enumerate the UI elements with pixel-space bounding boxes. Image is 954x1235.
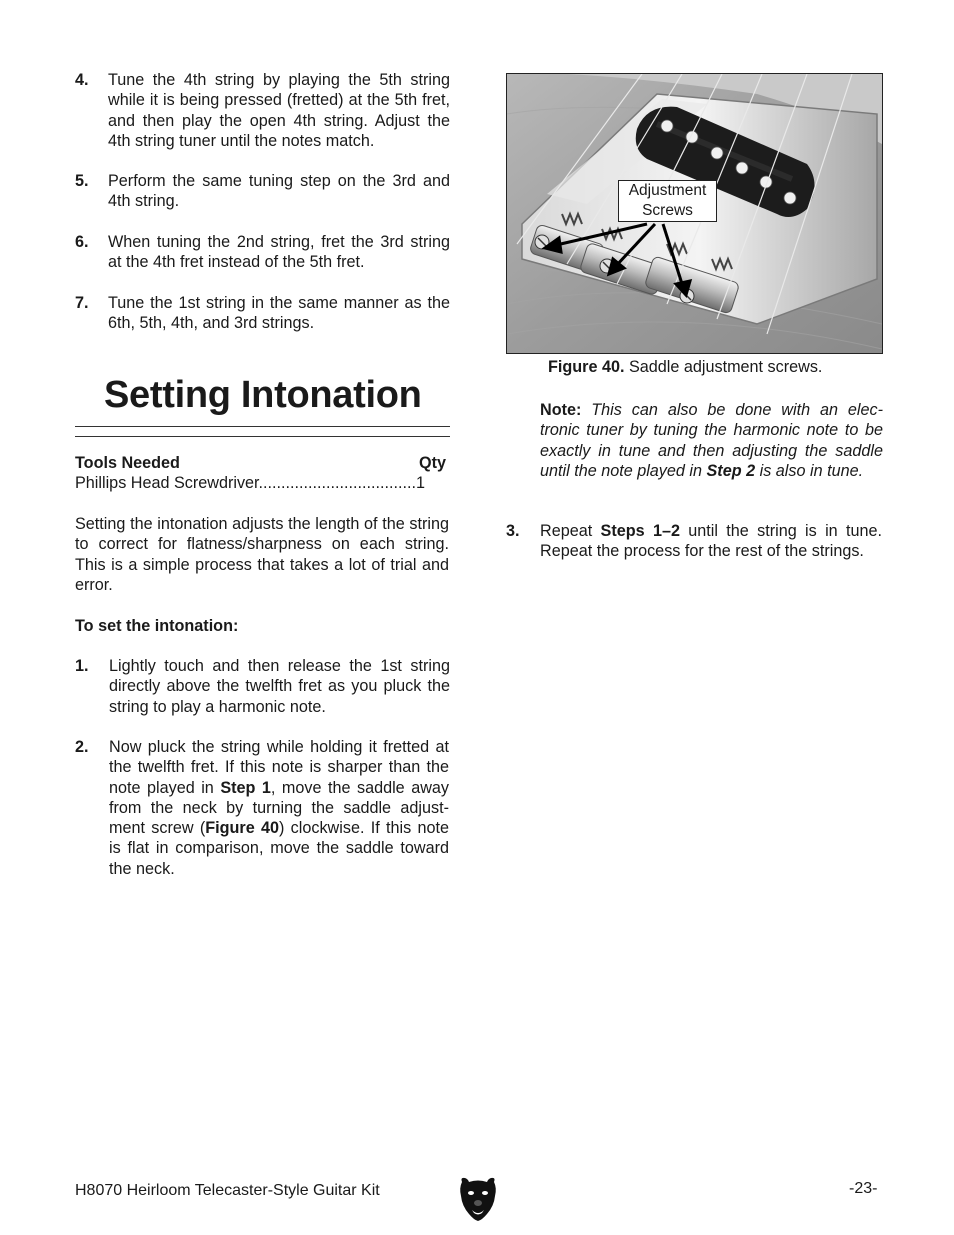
procedure-step-1	[75, 656, 450, 718]
footer-title: H8070 Heirloom Telecaster-Style Guitar Kit	[75, 1182, 380, 1199]
step-text: When tuning the 2nd string, fret the 3rd string at the 4th fret instead of the 5th fret.	[108, 233, 450, 272]
section-title: Setting Intonation	[104, 374, 422, 416]
step3-text-a: Repeat	[540, 522, 601, 540]
procedure-heading-text: To set the intonation:	[75, 617, 239, 635]
step-number: 4.	[75, 71, 89, 89]
step-text: Perform the same tuning step on the 3rd and 4th string.	[108, 172, 450, 211]
step-reference: Step 1	[220, 778, 271, 797]
procedure-heading	[75, 616, 238, 636]
tools-header-label: Tools Needed	[75, 454, 180, 472]
steps-reference: Steps 1–2	[600, 522, 680, 540]
step2-text-c: , move the saddle away from the neck by turning the saddle adjust- ment screw (	[109, 778, 449, 838]
step2-text-e: ) clockwise. If this note is flat in comparison, move the saddle toward the neck.	[109, 819, 449, 878]
step2-text-a: Now pluck the string while holding it fretted at the twelfth fret. If this note is sharper than the note played in	[109, 738, 449, 797]
step-6	[75, 232, 450, 274]
step-text: Tune the 1st string in the same manner as the 6th, 5th, 4th, and 3rd strings.	[108, 294, 450, 333]
step-4	[75, 70, 450, 152]
title-divider-top	[75, 426, 450, 427]
step-text	[109, 737, 449, 879]
step-number: 7.	[75, 294, 89, 312]
figure-caption-text: Saddle adjustment screws.	[624, 358, 823, 376]
page-number: -23-	[849, 1180, 878, 1197]
figure-caption	[548, 357, 822, 377]
procedure-step-3	[506, 521, 883, 583]
callout-line-2: Screws	[642, 202, 693, 219]
step-7	[75, 293, 450, 335]
note-label: Note:	[540, 401, 582, 419]
step-text: Tune the 4th string by playing the 5th string while it is being pressed (fretted) at the 5th fret, and then play the open 4th string. Adjust the 4th string tuner until the notes match.	[108, 71, 450, 150]
note-paragraph	[540, 400, 883, 481]
step-number: 2.	[75, 738, 89, 756]
step3-text-c: until the string is in tune. Repeat the process for the rest of the strings.	[540, 522, 882, 561]
note-step-reference: Step 2	[706, 461, 756, 480]
title-divider-bottom	[75, 436, 450, 437]
note-text-a: This can also be done with an elec- tronic tuner by tuning the harmonic note to be exactly in tune and then adjusting the saddle until the note played in	[540, 401, 883, 480]
callout-line-1: Adjustment	[628, 182, 707, 199]
procedure-step-2	[75, 737, 450, 879]
step-number: 3.	[506, 522, 520, 540]
tools-qty-label: Qty	[419, 454, 446, 472]
figure-caption-label: Figure 40.	[548, 358, 625, 376]
figure-reference: Figure 40	[205, 819, 279, 838]
intro-paragraph: Setting the intonation adjusts the length of the string to correct for flatness/sharpness on each string. This is a simple process that takes a lot of trial and error.	[75, 515, 449, 594]
step-number: 6.	[75, 233, 89, 251]
bear-logo-icon	[458, 1176, 498, 1222]
step-text	[540, 521, 882, 562]
tools-table	[75, 453, 446, 495]
step-5	[75, 171, 450, 213]
step-number: 1.	[75, 657, 89, 675]
note-text-c: is also in tune.	[755, 461, 864, 480]
step-text: Lightly touch and then release the 1st string directly above the twelfth fret as you pluck the string to play a harmonic note.	[109, 657, 450, 716]
step-number: 5.	[75, 172, 89, 190]
adjustment-screws-callout	[618, 180, 717, 222]
tools-item: Phillips Head Screwdriver...................................1	[75, 474, 425, 492]
